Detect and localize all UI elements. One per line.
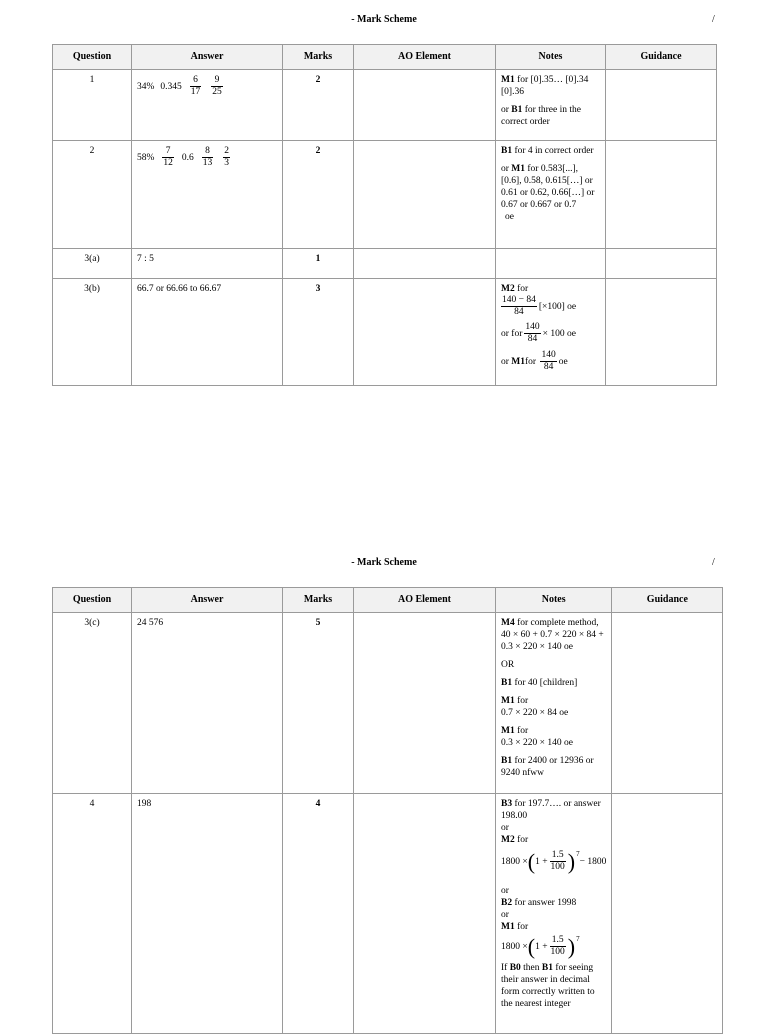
guidance-cell <box>606 279 717 386</box>
question-cell: 3(c) <box>53 613 132 794</box>
col-ao-element: AO Element <box>354 45 496 70</box>
ao-cell <box>354 70 496 141</box>
table-header-row <box>53 588 723 613</box>
col-guidance: Guidance <box>606 45 717 70</box>
col-answer: Answer <box>132 45 283 70</box>
col-notes: Notes <box>496 45 606 70</box>
marks-cell: 3 <box>283 279 354 386</box>
answer-item: 0.6 <box>181 152 194 163</box>
page-title: - Mark Scheme <box>351 557 417 568</box>
answer-cell: 198 <box>132 794 283 1034</box>
answer-cell: 24 576 <box>132 613 283 794</box>
page-title: - Mark Scheme <box>351 14 417 25</box>
answer-cell <box>132 141 283 249</box>
notes-cell: M1 for [0].35… [0].34 [0].36 or B1 for three in the correct order <box>496 70 606 141</box>
guidance-cell <box>606 70 717 141</box>
notes-fraction: $\frac{1.5}{100}$ <box>550 850 565 872</box>
notes-fraction: $\frac{140 - 84}{84}$ <box>502 295 536 317</box>
guidance-cell <box>606 249 717 279</box>
question-cell: 3(b) <box>53 279 132 386</box>
answer-fraction: $\frac{2}{3}$ <box>224 146 230 168</box>
marks-cell: 2 <box>283 70 354 141</box>
ao-cell <box>354 613 496 794</box>
table-row <box>53 141 717 249</box>
notes-fraction: $\frac{140}{84}$ <box>541 350 556 372</box>
page-header-1 <box>0 14 768 28</box>
ao-cell <box>354 141 496 249</box>
marks-cell: 1 <box>283 249 354 279</box>
col-answer: Answer <box>132 588 283 613</box>
notes-cell <box>496 249 606 279</box>
question-cell: 2 <box>53 141 132 249</box>
ao-cell <box>354 249 496 279</box>
guidance-cell <box>606 141 717 249</box>
mark-scheme-table-1 <box>52 44 717 386</box>
col-marks: Marks <box>283 45 354 70</box>
table-row <box>53 613 723 794</box>
notes-cell: B3 for 197.7…. or answer 198.00 or M2 for 1800 × ( 1 + $\frac{1.5}{100}$ ) 7 − 1800 or B2 for answer 1998 or M1 for 1800 × ( 1 + $\frac{1.5}{100}$ ) 7 If B0 then B1 for seeing their answer in decimal form correctly written to the nearest integer <box>496 794 612 1034</box>
ao-cell <box>354 794 496 1034</box>
answer-fraction: $\frac{6}{17}$ <box>190 75 201 97</box>
answer-item: 0.345 <box>160 81 182 92</box>
page-header-2 <box>0 557 768 571</box>
col-notes: Notes <box>496 588 612 613</box>
answer-item: 58% <box>137 152 155 163</box>
question-cell: 3(a) <box>53 249 132 279</box>
notes-cell: M2 for $\frac{140 - 84}{84}$ [×100] oe or for $\frac{140}{84}$ × 100 oe or M1 for $\frac{140}{84}$ oe <box>496 279 606 386</box>
answer-fraction: $\frac{9}{25}$ <box>212 75 222 97</box>
table-row <box>53 794 723 1034</box>
col-guidance: Guidance <box>612 588 723 613</box>
ao-cell <box>354 279 496 386</box>
notes-cell: M4 for complete method, 40 × 60 + 0.7 × 220 × 84 + 0.3 × 220 × 140 oe OR B1 for 40 [children] M1 for 0.7 × 220 × 84 oe M1 for 0.3 × 220 × 140 oe B1 for 2400 or 12936 or 9240 nfww <box>496 613 612 794</box>
notes-fraction: $\frac{140}{84}$ <box>525 322 540 344</box>
marks-cell: 2 <box>283 141 354 249</box>
answer-fraction: $\frac{8}{13}$ <box>202 146 213 168</box>
page-mark: / <box>712 14 715 25</box>
col-question: Question <box>53 588 132 613</box>
answer-cell: 7 : 5 <box>132 249 283 279</box>
answer-cell: 66.7 or 66.66 to 66.67 <box>132 279 283 386</box>
guidance-cell <box>612 794 723 1034</box>
question-cell: 1 <box>53 70 132 141</box>
table-header-row <box>53 45 717 70</box>
marks-cell: 5 <box>283 613 354 794</box>
answer-cell <box>132 70 283 141</box>
mark-scheme-table-2 <box>52 587 723 1034</box>
notes-fraction: $\frac{1.5}{100}$ <box>550 935 565 957</box>
table-row <box>53 279 717 386</box>
guidance-cell <box>612 613 723 794</box>
table-row <box>53 70 717 141</box>
page-mark: / <box>712 557 715 568</box>
notes-cell: B1 for 4 in correct order or M1 for 0.583[...], [0.6], 0.58, 0.615[…] or 0.61 or 0.62, 0.66[…] or 0.67 or 0.667 or 0.7 oe <box>496 141 606 249</box>
table-row <box>53 249 717 279</box>
col-ao-element: AO Element <box>354 588 496 613</box>
col-question: Question <box>53 45 132 70</box>
marks-cell: 4 <box>283 794 354 1034</box>
answer-fraction: $\frac{7}{12}$ <box>163 146 173 168</box>
answer-item: 34% <box>137 81 155 92</box>
col-marks: Marks <box>283 588 354 613</box>
question-cell: 4 <box>53 794 132 1034</box>
